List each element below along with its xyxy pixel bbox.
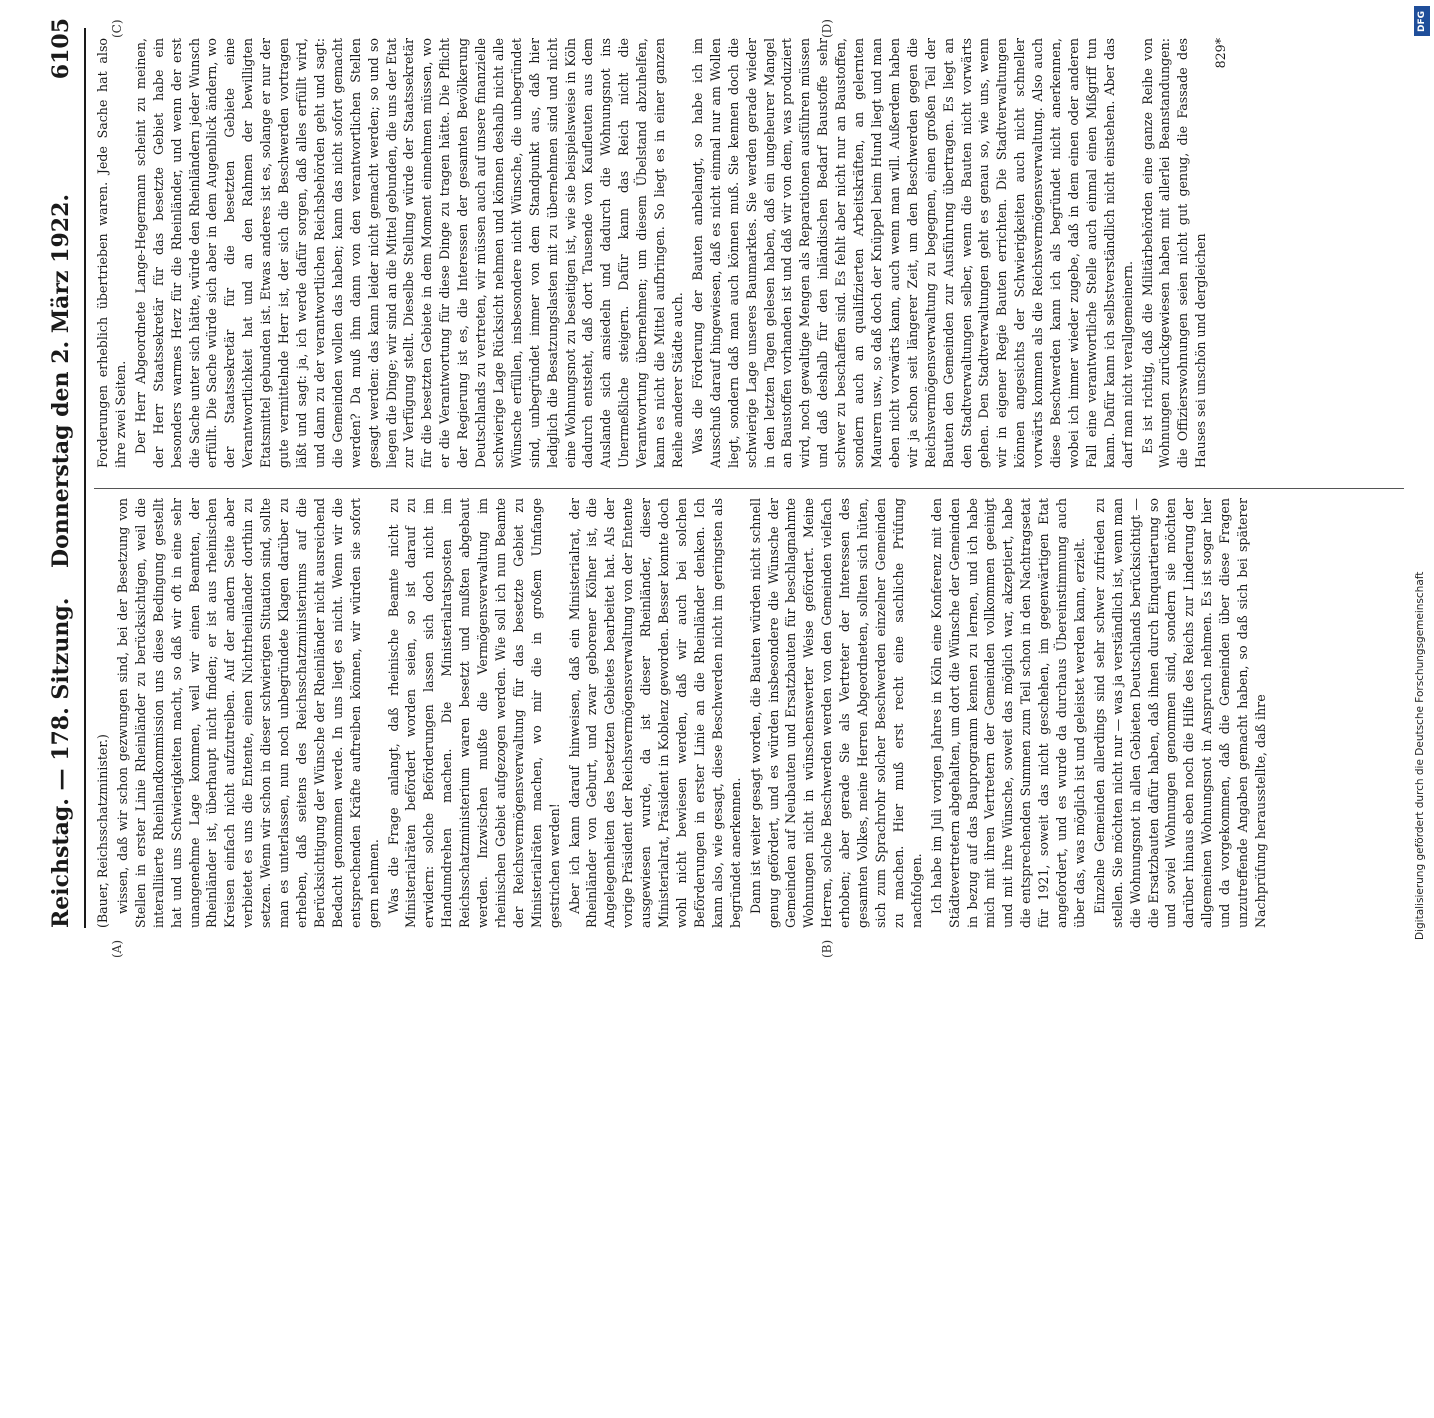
paragraph: Forderungen erheblich übertrieben waren. Jede Sache hat also ihre zwei Seiten. bbox=[95, 38, 128, 468]
paragraph: Einzelne Gemeinden allerdings sind sehr schwer zufrieden zu stellen. Sie möchten nicht nur — was ja verständlich ist, wenn man die Wohnungsnot in allen Gebieten Deutschlands berücksichtigt — die Ersatzbauten dafür haben, daß ihnen durch Einquartierung so und soviel Wohnungen genommen sind, sondern sie möchten darüber hinaus eben noch die Hilfe des Reichs zur Linderung der allgemeinen Wohnungsnot in Anspruch nehmen. Es ist sogar hier und da vorgekommen, daß die Gemeinden über diese Fragen unzutreffende Angaben gemacht haben, so daß sich bei späterer Nachprüfung herausstellte, daß ihre bbox=[1091, 498, 1268, 928]
left-column bbox=[94, 498, 1404, 928]
scanned-page bbox=[40, 8, 1420, 1418]
header-session: Reichstag. — 178. Sitzung. bbox=[48, 597, 74, 928]
margin-marker-a: (A) bbox=[110, 939, 124, 958]
header-rule bbox=[84, 28, 86, 928]
paragraph: Der Herr Abgeordnete Lange-Hegermann scheint zu meinen, der Herr Staatssekretär für das besetzte Gebiet habe ein besonders warmes Herz für die Rheinländer, und wenn der erst die Sache unter sich hätte, würde den Rheinländern jeder Wunsch erfüllt. Die Sache würde sich aber in dem Augenblick ändern, wo der Staatssekretär für die besetzten Gebiete eine Verantwortlichkeit hat und an den Rahmen der bewilligten Etatsmittel gebunden ist. Etwas anderes ist es, solange er nur der gute vermittelnde Herr ist, der sich die Beschwerden vortragen läßt und sagt: ja, ich werde dafür sorgen, daß alles erfüllt wird, und dann zu der verantwortlichen Reichsbehörden geht und sagt: die Gemeinden wollen das haben; kann das nicht sofort gemacht werden? Da muß ihm dann von den verantwortlichen Stellen gesagt werden: das kann leider nicht gemacht werden; so und so liegen die Dinge; wir sind an die Mittel gebunden, die uns der Etat zur Verfügung stellt. Dieselbe Stellung würde der Staatssekretär für die besetzten Gebiete in dem Moment einnehmen müssen, wo er die Verantwortung für diese Dinge zu tragen hätte. Die Pflicht der Regierung ist es, die Interessen der gesamten Bevölkerung Deutschlands zu vertreten, wir müssen auch auf unsere finanzielle schwierige Lage Rücksicht nehmen und können deshalb nicht alle Wünsche erfüllen, insbesondere nicht Wünsche, die unbegründet sind, unbegründet immer von dem Standpunkt aus, daß hier lediglich die Besatzungslasten mit zu übernehmen sind und nicht eine Wohnungsnot zu beseitigen ist, wie sie beispielsweise in Köln dadurch entsteht, daß dort Tausende von Kaufleuten aus dem Auslande sich ansiedeln und dadurch die Wohnungsnot ins Unermeßliche steigern. Dafür kann das Reich nicht die Verantwortung übernehmen; um diesem Übelstand abzuhelfen, kann es nicht die Mittel aufbringen. So liegt es in einer ganzen Reihe anderer Städte auch. bbox=[132, 38, 685, 468]
page-header bbox=[40, 8, 80, 988]
margin-marker-d: (D) bbox=[820, 19, 834, 38]
speaker-line: (Bauer, Reichsschatzminister.) bbox=[95, 734, 110, 928]
paragraph: wissen, daß wir schon gezwungen sind, bei der Besetzung von Stellen in erster Linie Rheinländer zu berücksichtigen, weil die interalliierte Rheinlandkommission uns diese Bedingung gestellt hat und uns Schwierigkeiten macht, so daß wir oft in eine sehr unangenehme Lage kommen, weil wir einen Beamten, der Rheinländer ist, überhaupt nicht finden; er ist aus rheinischen Kreisen einfach nicht aufzutreiben. Auf der andern Seite aber verbietet es uns die Entente, einen Nichtrheinländer dorthin zu setzen. Wenn wir schon in dieser schwierigen Situation sind, sollte man es unterlassen, nun noch unbegründete Klagen darüber zu erheben, daß seitens des Reichsschatzministeriums auf die Berücksichtigung der Wünsche der Rheinländer nicht ausreichend Bedacht genommen werde. In uns liegt es nicht. Wenn wir die entsprechenden Kräfte auftreiben können, wir würden sie sofort gern nehmen. bbox=[114, 498, 381, 928]
paragraph: Was die Förderung der Bauten anbelangt, so habe ich im Ausschuß darauf hingewiesen, daß es nicht einmal nur am Wollen liegt, sondern daß man auch können muß. Sie kennen doch die schwierige Lage unseres Baumarktes. Sie werden gerade wieder in den letzten Tagen gelesen haben, daß ein ungeheurer Mangel an Baustoffen vorhanden ist und daß wir von dem, was produziert wird, noch gewaltige Mengen als Reparationen ausführen müssen und daß deshalb für den inländischen Bedarf Baustoffe sehr schwer zu beschaffen sind. Es fehlt aber nicht nur an Baustoffen, sondern auch an qualifizierten Arbeitskräften, an gelernten Maurern usw., so daß doch der Knüppel beim Hund liegt und man eben nicht vorwärts kann, auch wenn man will. Außerdem haben wir ja schon seit längerer Zeit, um den Beschwerden gegen die Reichsvermögensverwaltung zu begegnen, einen großen Teil der Bauten den Gemeinden zur Ausführung übertragen. Es liegt an den Stadtverwaltungen selber, wenn die Bauten nicht vorwärts gehen. Den Stadtverwaltungen geht es genau so, wie uns, wenn wir in eigener Regie Bauten errichten. Die Stadtverwaltungen können angesichts der Schwierigkeiten auch nicht schneller vorwärts kommen als die Reichsvermögensverwaltung. Also auch diese Beschwerden kann ich als begründet nicht anerkennen, wobei ich immer wieder zugebe, daß in dem einen oder anderen Fall eine verantwortliche Stelle auch einmal einen Mißgriff tun kann. Dafür kann ich selbstverständlich nicht einstehen. Aber das darf man nicht verallgemeinern. bbox=[689, 38, 1135, 468]
right-column bbox=[94, 38, 1404, 468]
column-divider bbox=[94, 488, 1404, 489]
signature-mark: 829* bbox=[1213, 38, 1229, 69]
header-date: Donnerstag den 2. März 1922. bbox=[48, 193, 74, 568]
paragraph: Es ist richtig, daß die Militärbehörden eine ganze Reihe von Wohnungen zurückgewiesen haben mit allerlei Beanstandungen: die Offizierswohnungen seien nicht gut genug, die Fassade des Hauses sei unschön und dergleichen bbox=[1139, 38, 1209, 468]
margin-marker-c: (C) bbox=[110, 19, 124, 38]
rotated-page-content bbox=[40, 8, 1420, 988]
margin-marker-b: (B) bbox=[820, 939, 834, 958]
paragraph: Ich habe im Juli vorigen Jahres in Köln eine Konferenz mit den Städtevertretern abgehalten, um dort die Wünsche der Gemeinden in bezug auf das Bauprogramm kennen zu lernen, und ich habe mich mit ihren Vertretern der Gemeinden vollkommen geeinigt und mit ihre Wünsche, soweit das möglich war, akzeptiert, habe die entsprechenden Summen zum Teil schon in den Nachtragsetat für 1921, soweit das nicht geschehen, im gegenwärtigen Etat angefordert, und es wurde da durchaus Übereinstimmung auch über das, was möglich ist und geleistet werden kann, erzielt. bbox=[928, 498, 1087, 928]
digitization-note: Digitalisierung gefördert durch die Deutsche Forschungsgemeinschaft bbox=[1414, 571, 1426, 940]
paragraph: Aber ich kann darauf hinweisen, daß ein Ministerialrat, der Rheinländer von Geburt, und zwar geborener Kölner ist, die Angelegenheiten des besetzten Gebietes bearbeitet hat. Als der vorige Präsident der Reichsvermögensverwaltung von der Entente ausgewiesen wurde, da ist dieser Rheinländer, dieser Ministerialrat, Präsident in Koblenz geworden. Besser konnte doch wohl nicht bewiesen werden, daß wir auch bei solchen Beförderungen in erster Linie an die Rheinländer denken. Ich kann also, wie gesagt, diese Beschwerden nicht im geringsten als begründet anerkennen. bbox=[566, 498, 743, 928]
page-number: 6105 bbox=[48, 18, 74, 80]
paragraph: Dann ist weiter gesagt worden, die Bauten würden nicht schnell genug gefördert, und es würden insbesondere die Wünsche der Gemeinden auf Neubauten und Ersatzbauten für beschlagnahmte Wohnungen nicht in wünschenswerter Weise gefördert. Meine Herren, solche Beschwerden werden von den Gemeinden vielfach erhoben; aber gerade Sie als Vertreter der Interessen des gesamten Volkes, meine Herren Abgeordneten, sollten sich hüten, sich zum Sprachrohr solcher Beschwerden einzelner Gemeinden zu machen. Hier muß erst recht eine sachliche Prüfung nachfolgen. bbox=[747, 498, 924, 928]
paragraph: Was die Frage anlangt, daß rheinische Beamte nicht zu Ministerialräten befördert worden seien, so ist darauf zu erwidern: solche Beförderungen lassen sich doch nicht im Handumdrehen machen. Die Ministerialratsposten im Reichsschatzministerium waren besetzt und mußten abgebaut werden. Inzwischen mußte die Vermögensverwaltung im rheinischen Gebiet aufgezogen werden. Wie soll ich nun Beamte der Reichsvermögensverwaltung für das besetzte Gebiet zu Ministerialräten machen, wo mir die in großem Umfange gestrichen werden! bbox=[385, 498, 562, 928]
dfg-logo: DFG bbox=[1414, 6, 1430, 36]
